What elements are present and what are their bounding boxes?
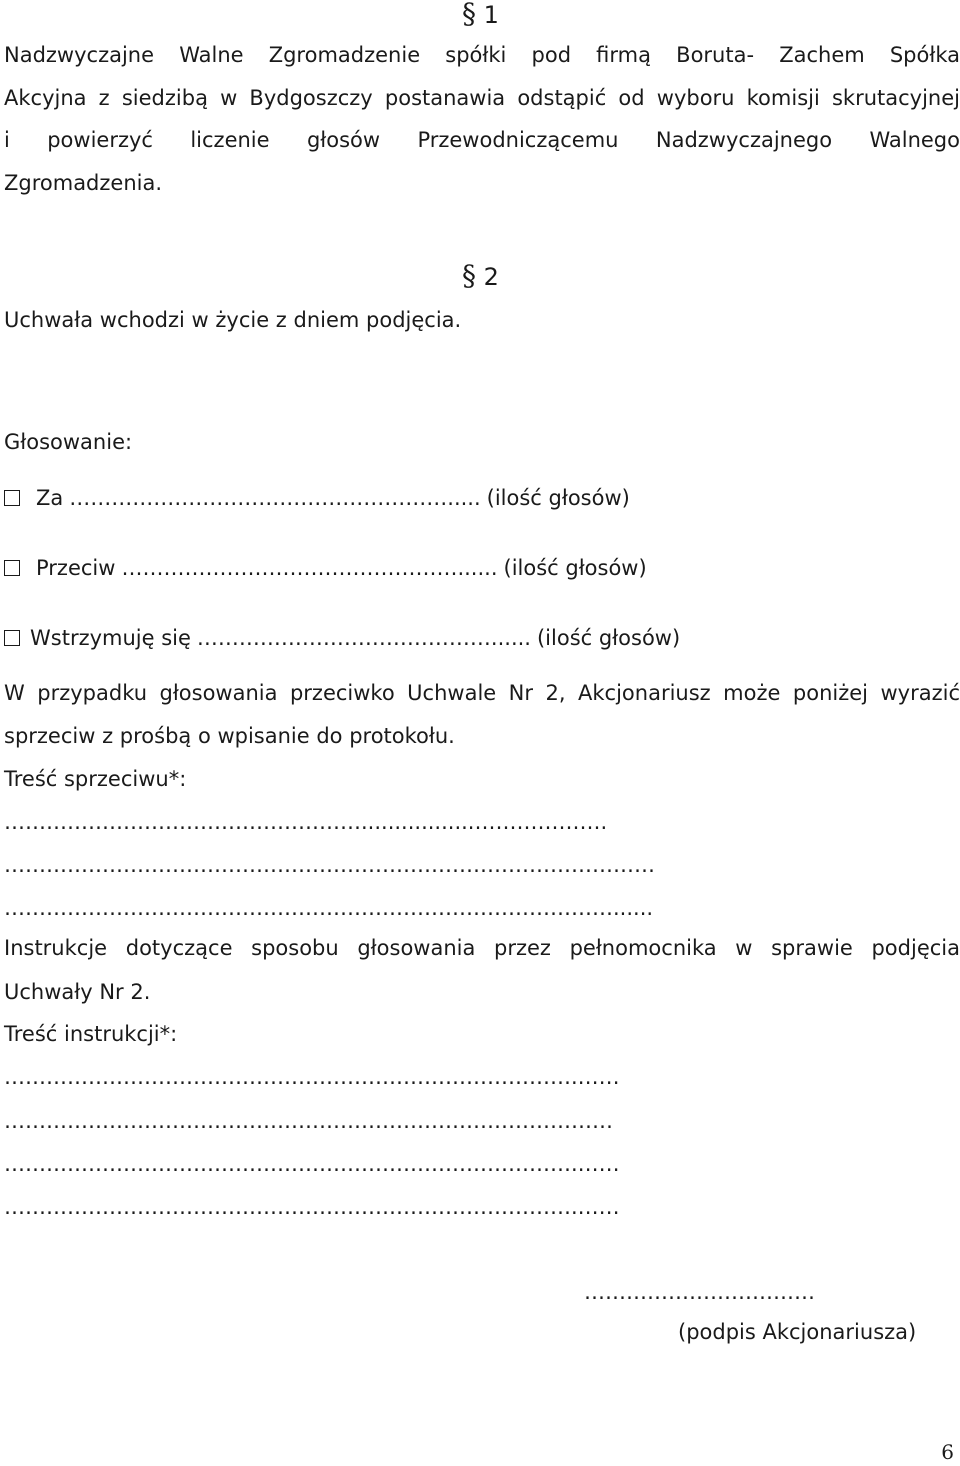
signature-label: (podpis Akcjonariusza) [678,1320,917,1344]
section-1-heading [462,0,499,28]
vote-suffix-abstain: (ilość głosów) [536,626,681,650]
section-symbol: § [462,0,476,30]
section-number: 1 [483,1,499,29]
instructions-fill-line-1[interactable]: ……………………………………………………………………….…… [4,1065,620,1089]
objection-line1: W przypadku głosowania przeciwko Uchwale Nr 2, Akcjonariusz może poniżej wyrazić [4,681,960,705]
vote-option-abstain [4,626,680,650]
vote-suffix-against: (ilość głosów) [503,556,647,580]
vote-dots-against: …………………………………………...... [121,556,498,580]
section-number: 2 [483,263,499,291]
objection-line2: sprzeciw z prośbą o wpisanie do protokołu. [4,724,455,748]
instructions-line2: Uchwały Nr 2. [4,980,151,1004]
para1-line2: Akcyjna z siedzibą w Bydgoszczy postanawia odstąpić od wyboru komisji skrutacyjnej [4,86,960,110]
instructions-line1: Instrukcje dotyczące sposobu głosowania przez pełnomocnika w sprawie podjęcia [4,936,960,960]
objection-label: Treść sprzeciwu*: [4,767,187,791]
page-number: 6 [941,1440,954,1464]
vote-suffix-for: (ilość głosów) [486,486,630,510]
instructions-fill-line-2[interactable]: …………………………………………………………………………… [4,1109,613,1133]
vote-option-for [4,486,630,510]
vote-label-against: Przeciw [36,556,116,580]
vote-option-against [4,556,647,580]
instructions-fill-line-3[interactable]: ……………………………………………………………………….…… [4,1152,620,1176]
para2-text: Uchwała wchodzi w życie z dniem podjęcia. [4,308,462,332]
signature-dots[interactable]: …………………………… [584,1280,815,1304]
voting-title: Głosowanie: [4,430,133,454]
vote-dots-abstain: ……………………………………...... [196,626,531,650]
para1-line4: Zgromadzenia. [4,171,163,195]
para1-line1: Nadzwyczajne Walne Zgromadzenie spółki pod firmą Boruta- Zachem Spółka [4,43,960,67]
instructions-label: Treść instrukcji*: [4,1022,178,1046]
section-symbol: § [462,259,476,292]
section-2-heading [462,259,499,292]
checkbox-for[interactable] [4,490,20,506]
vote-dots-for: ………………………………………………..... [69,486,481,510]
objection-fill-line-1[interactable]: …………………………………………….................………………. [4,810,608,834]
instructions-fill-line-4[interactable]: ……………………………………………………………………….…… [4,1195,620,1219]
checkbox-abstain[interactable] [4,630,20,646]
checkbox-against[interactable] [4,560,20,576]
objection-fill-line-2[interactable]: ………………………………………………………………………………… [4,853,655,877]
vote-label-for: Za [36,486,64,510]
objection-fill-line-3[interactable]: ……………………………………………………………………………...... [4,896,654,920]
vote-label-abstain: Wstrzymuję się [30,626,191,650]
para1-line3: i powierzyć liczenie głosów Przewodniczącemu Nadzwyczajnego Walnego [4,128,960,152]
